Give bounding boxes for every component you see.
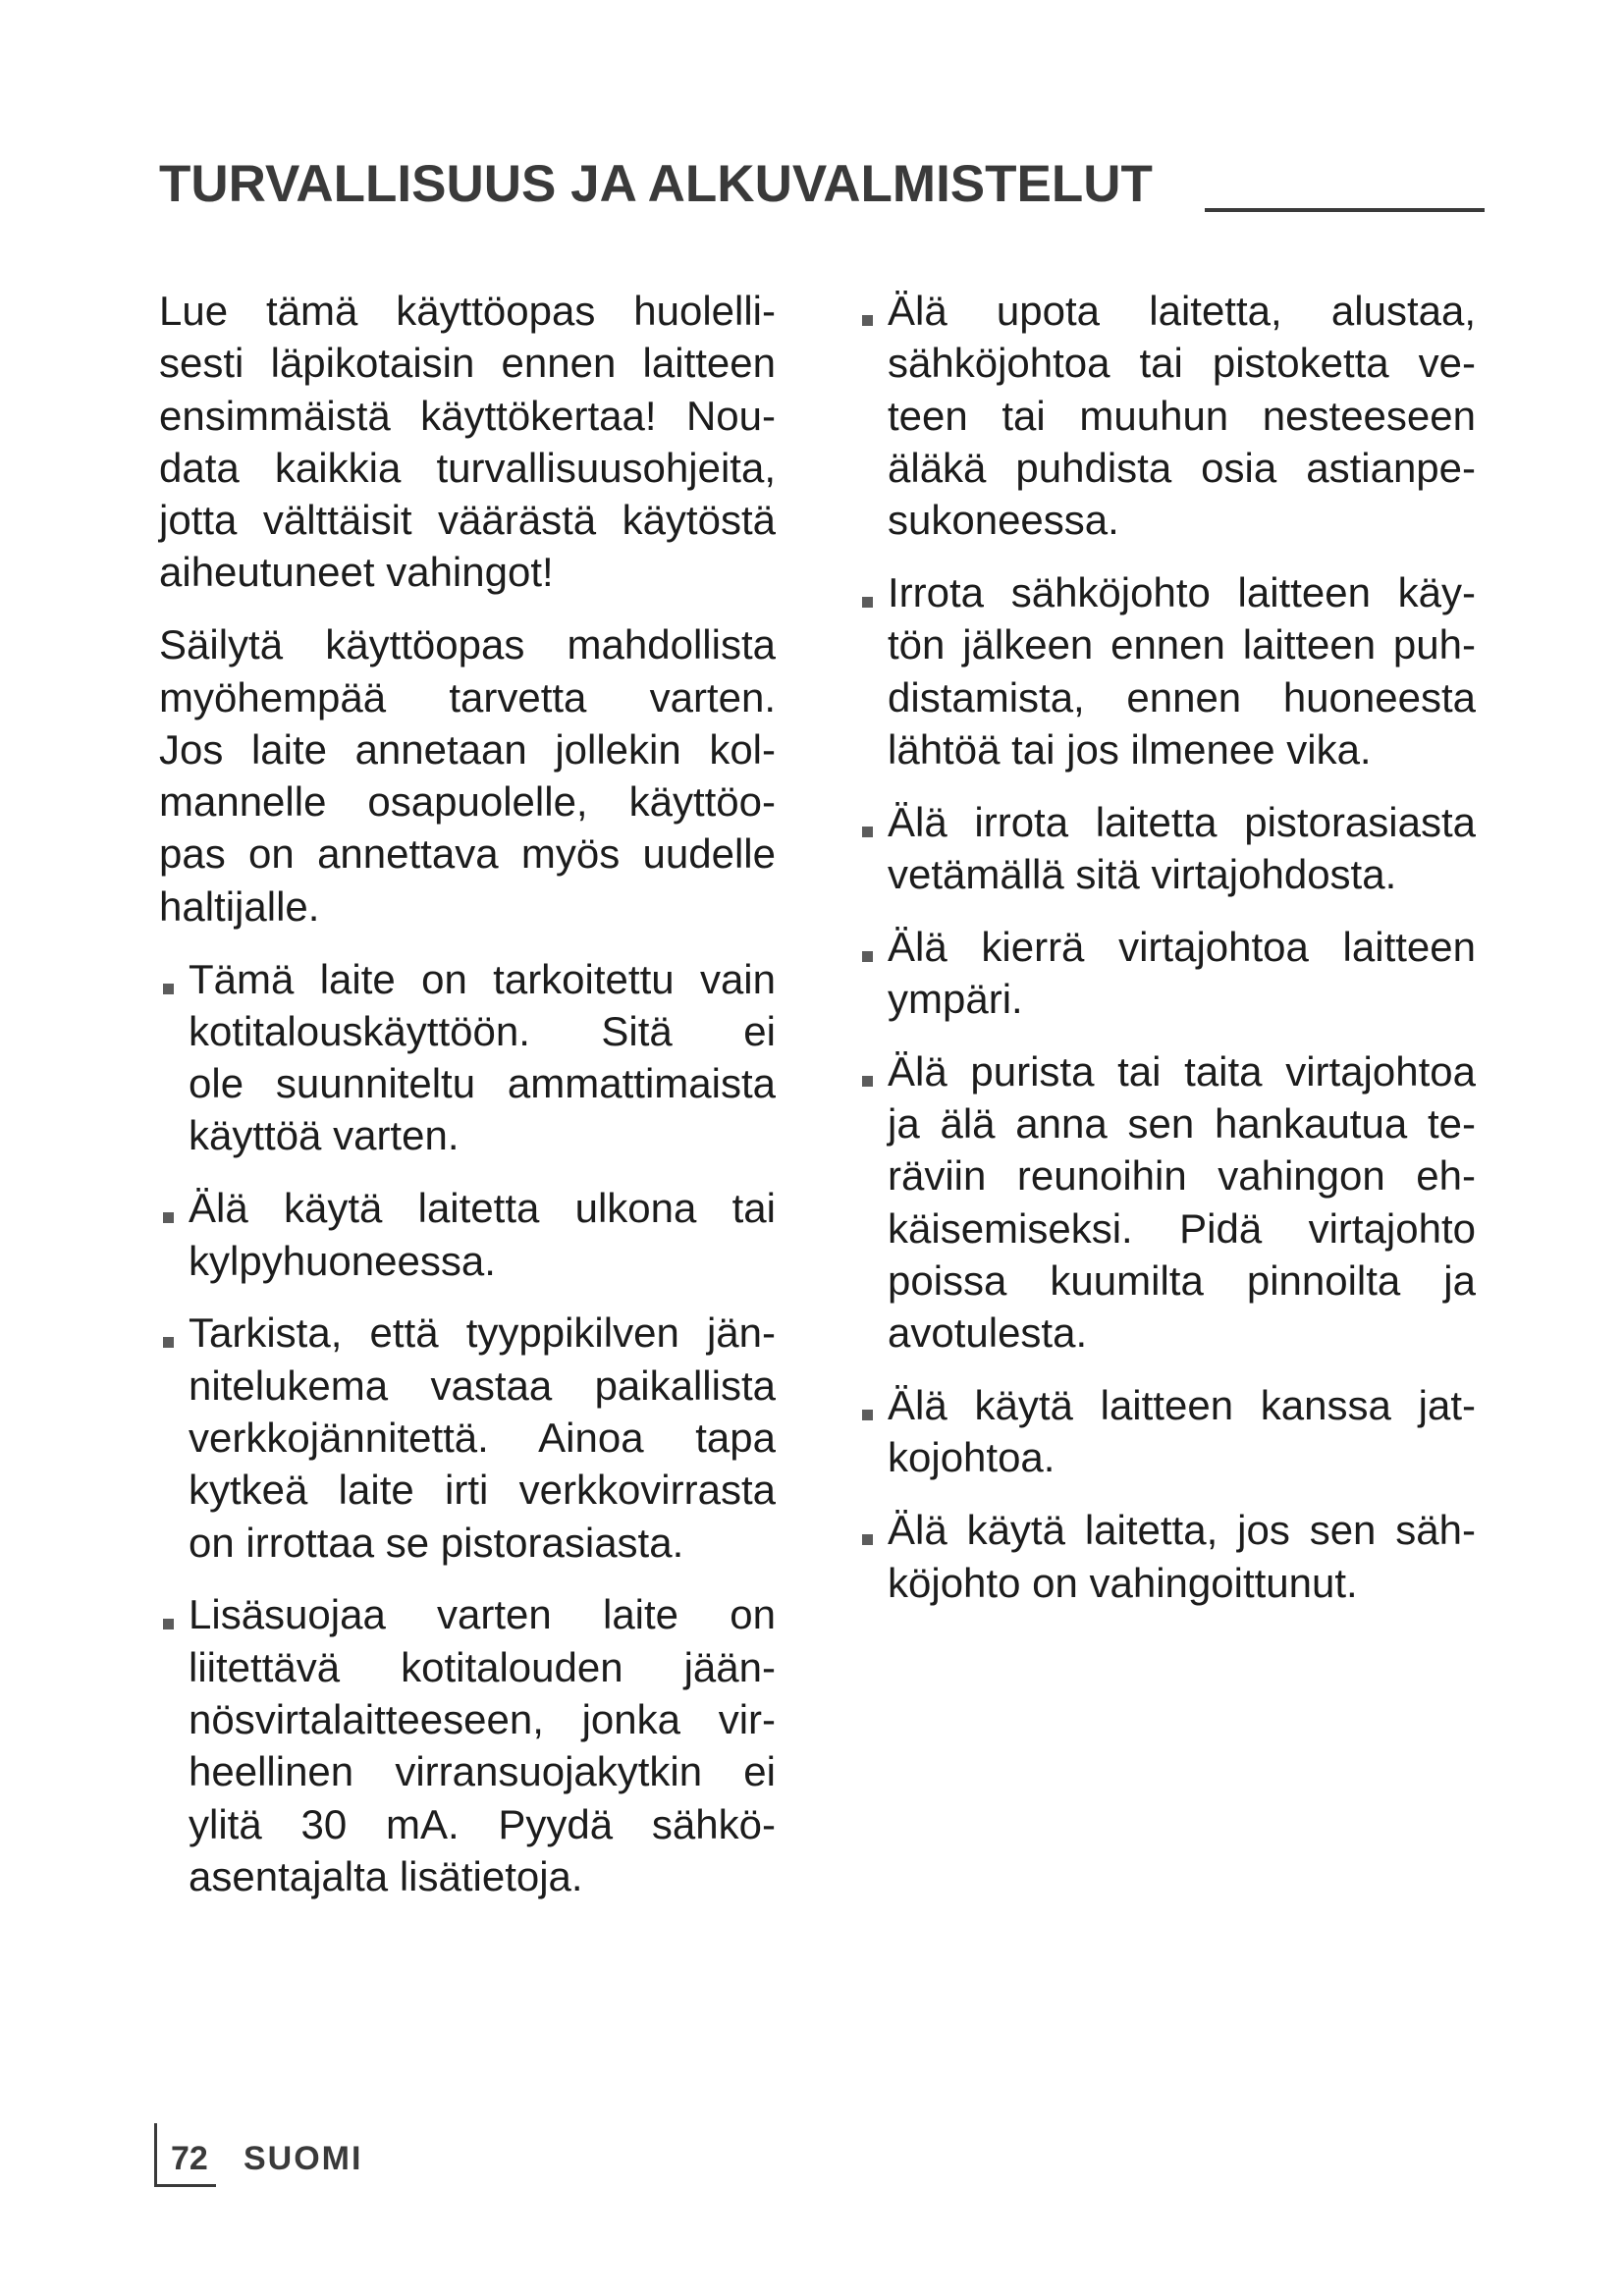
text-line: aiheutuneet vahingot! (159, 549, 554, 596)
safety-instruction-item (858, 1045, 1476, 1360)
text-line: haltijalle. (159, 882, 320, 930)
text-line: teen tai muuhun nesteeseen (888, 392, 1476, 439)
safety-instruction-item (858, 1379, 1476, 1484)
text-line: on irrottaa se pistorasiasta. (189, 1519, 684, 1566)
text-line: nösvirtalaitteeseen, jonka vir- (189, 1695, 776, 1742)
text-line: käisemiseksi. Pidä virtajohto (888, 1204, 1476, 1252)
safety-instruction-item (858, 921, 1476, 1026)
safety-instruction-item (858, 285, 1476, 546)
safety-instruction-item (159, 1588, 776, 1902)
text-line: Älä kierrä virtajohtoa laitteen (888, 923, 1476, 970)
bullet-square-icon (862, 827, 873, 837)
text-line: kojohtoa. (888, 1434, 1056, 1481)
text-line: distamista, ennen huoneesta (888, 673, 1476, 721)
text-line: Lue tämä käyttöopas huolelli- (159, 288, 776, 334)
text-line: Jos laite annetaan jollekin kol- (159, 725, 776, 773)
text-line: data kaikkia turvallisuusohjeita, (159, 444, 776, 491)
text-line: Älä irrota laitetta pistorasiasta (888, 798, 1476, 845)
text-line: sesti läpikotaisin ennen laitteen (159, 340, 776, 387)
footer-bracket-vertical (154, 2123, 157, 2187)
safety-instruction-item (159, 953, 776, 1162)
text-line: vetämällä sitä virtajohdosta. (888, 850, 1397, 897)
text-line: kylpyhuoneessa. (189, 1237, 496, 1284)
safety-instruction-item (858, 1504, 1476, 1609)
text-line: verkkojännitettä. Ainoa tapa (189, 1414, 776, 1461)
text-line: räviin reunoihin vahingon eh- (888, 1152, 1476, 1200)
text-line: mannelle osapuolelle, käyttöo- (159, 778, 776, 826)
text-line: jotta välttäisit väärästä käytöstä (159, 497, 776, 544)
text-line: asentajalta lisätietoja. (189, 1852, 583, 1899)
footer-bracket-horizontal (154, 2184, 216, 2187)
bullet-square-icon (163, 1212, 174, 1223)
intro-paragraph (159, 618, 776, 933)
text-line: sähköjohtoa tai pistoketta ve- (888, 340, 1476, 387)
text-line: käyttöä varten. (189, 1112, 460, 1159)
text-line: Älä purista tai taita virtajohtoa (888, 1047, 1476, 1095)
text-line: ole suunniteltu ammattimaista (189, 1060, 776, 1107)
text-line: tön jälkeen ennen laitteen puh- (888, 621, 1476, 668)
text-line: äläkä puhdista osia astianpe- (888, 444, 1476, 491)
text-line: sukoneessa. (888, 497, 1119, 544)
text-line: ylitä 30 mA. Pyydä sähkö- (189, 1800, 776, 1847)
safety-instruction-item (159, 1182, 776, 1287)
bullet-square-icon (163, 984, 174, 994)
section-title: TURVALLISUUS JA ALKUVALMISTELUT (159, 155, 1153, 213)
text-line: Älä käytä laitetta, jos sen säh- (888, 1507, 1476, 1554)
text-line: ympäri. (888, 976, 1023, 1023)
safety-instruction-item (159, 1307, 776, 1568)
bullet-square-icon (862, 1410, 873, 1420)
text-line: Älä käytä laitetta ulkona tai (189, 1185, 776, 1232)
text-line: Säilytä käyttöopas mahdollista (159, 621, 776, 668)
text-line: Irrota sähköjohto laitteen käy- (888, 568, 1476, 615)
text-line: kotitalouskäyttöön. Sitä ei (189, 1007, 776, 1054)
left-column (159, 285, 776, 1902)
bullet-square-icon (163, 1337, 174, 1348)
title-rule-line (1205, 208, 1485, 212)
safety-instruction-item (858, 566, 1476, 775)
text-line: liitettävä kotitalouden jään- (189, 1643, 776, 1690)
text-line: nitelukema vastaa paikallista (189, 1362, 776, 1409)
text-line: Lisäsuojaa varten laite on (189, 1591, 776, 1638)
text-line: ja älä anna sen hankautua te- (888, 1100, 1476, 1148)
page-number: 72 (171, 2140, 208, 2177)
safety-instruction-item (858, 796, 1476, 901)
text-line: heellinen virransuojakytkin ei (189, 1748, 776, 1795)
bullet-square-icon (163, 1619, 174, 1629)
footer-language-label: SUOMI (244, 2140, 363, 2177)
text-line: poissa kuumilta pinnoilta ja (888, 1257, 1476, 1305)
bullet-square-icon (862, 951, 873, 962)
text-line: Älä upota laitetta, alustaa, (888, 288, 1476, 334)
right-column (858, 285, 1476, 1609)
intro-paragraph (159, 285, 776, 599)
text-line: Älä käytä laitteen kanssa jat- (888, 1382, 1476, 1429)
bullet-square-icon (862, 1534, 873, 1545)
bullet-square-icon (862, 315, 873, 326)
text-line: kytkeä laite irti verkkovirrasta (189, 1467, 776, 1514)
text-line: myöhempää tarvetta varten. (159, 673, 776, 721)
text-line: pas on annettava myös uudelle (159, 830, 776, 878)
text-line: köjohto on vahingoittunut. (888, 1559, 1358, 1606)
text-line: Tarkista, että tyyppikilven jän- (189, 1309, 776, 1357)
bullet-square-icon (862, 597, 873, 608)
bullet-square-icon (862, 1076, 873, 1087)
text-line: avotulesta. (888, 1309, 1088, 1357)
text-line: ensimmäistä käyttökertaa! Nou- (159, 392, 776, 439)
text-line: Tämä laite on tarkoitettu vain (189, 955, 776, 1002)
text-line: lähtöä tai jos ilmenee vika. (888, 725, 1372, 773)
